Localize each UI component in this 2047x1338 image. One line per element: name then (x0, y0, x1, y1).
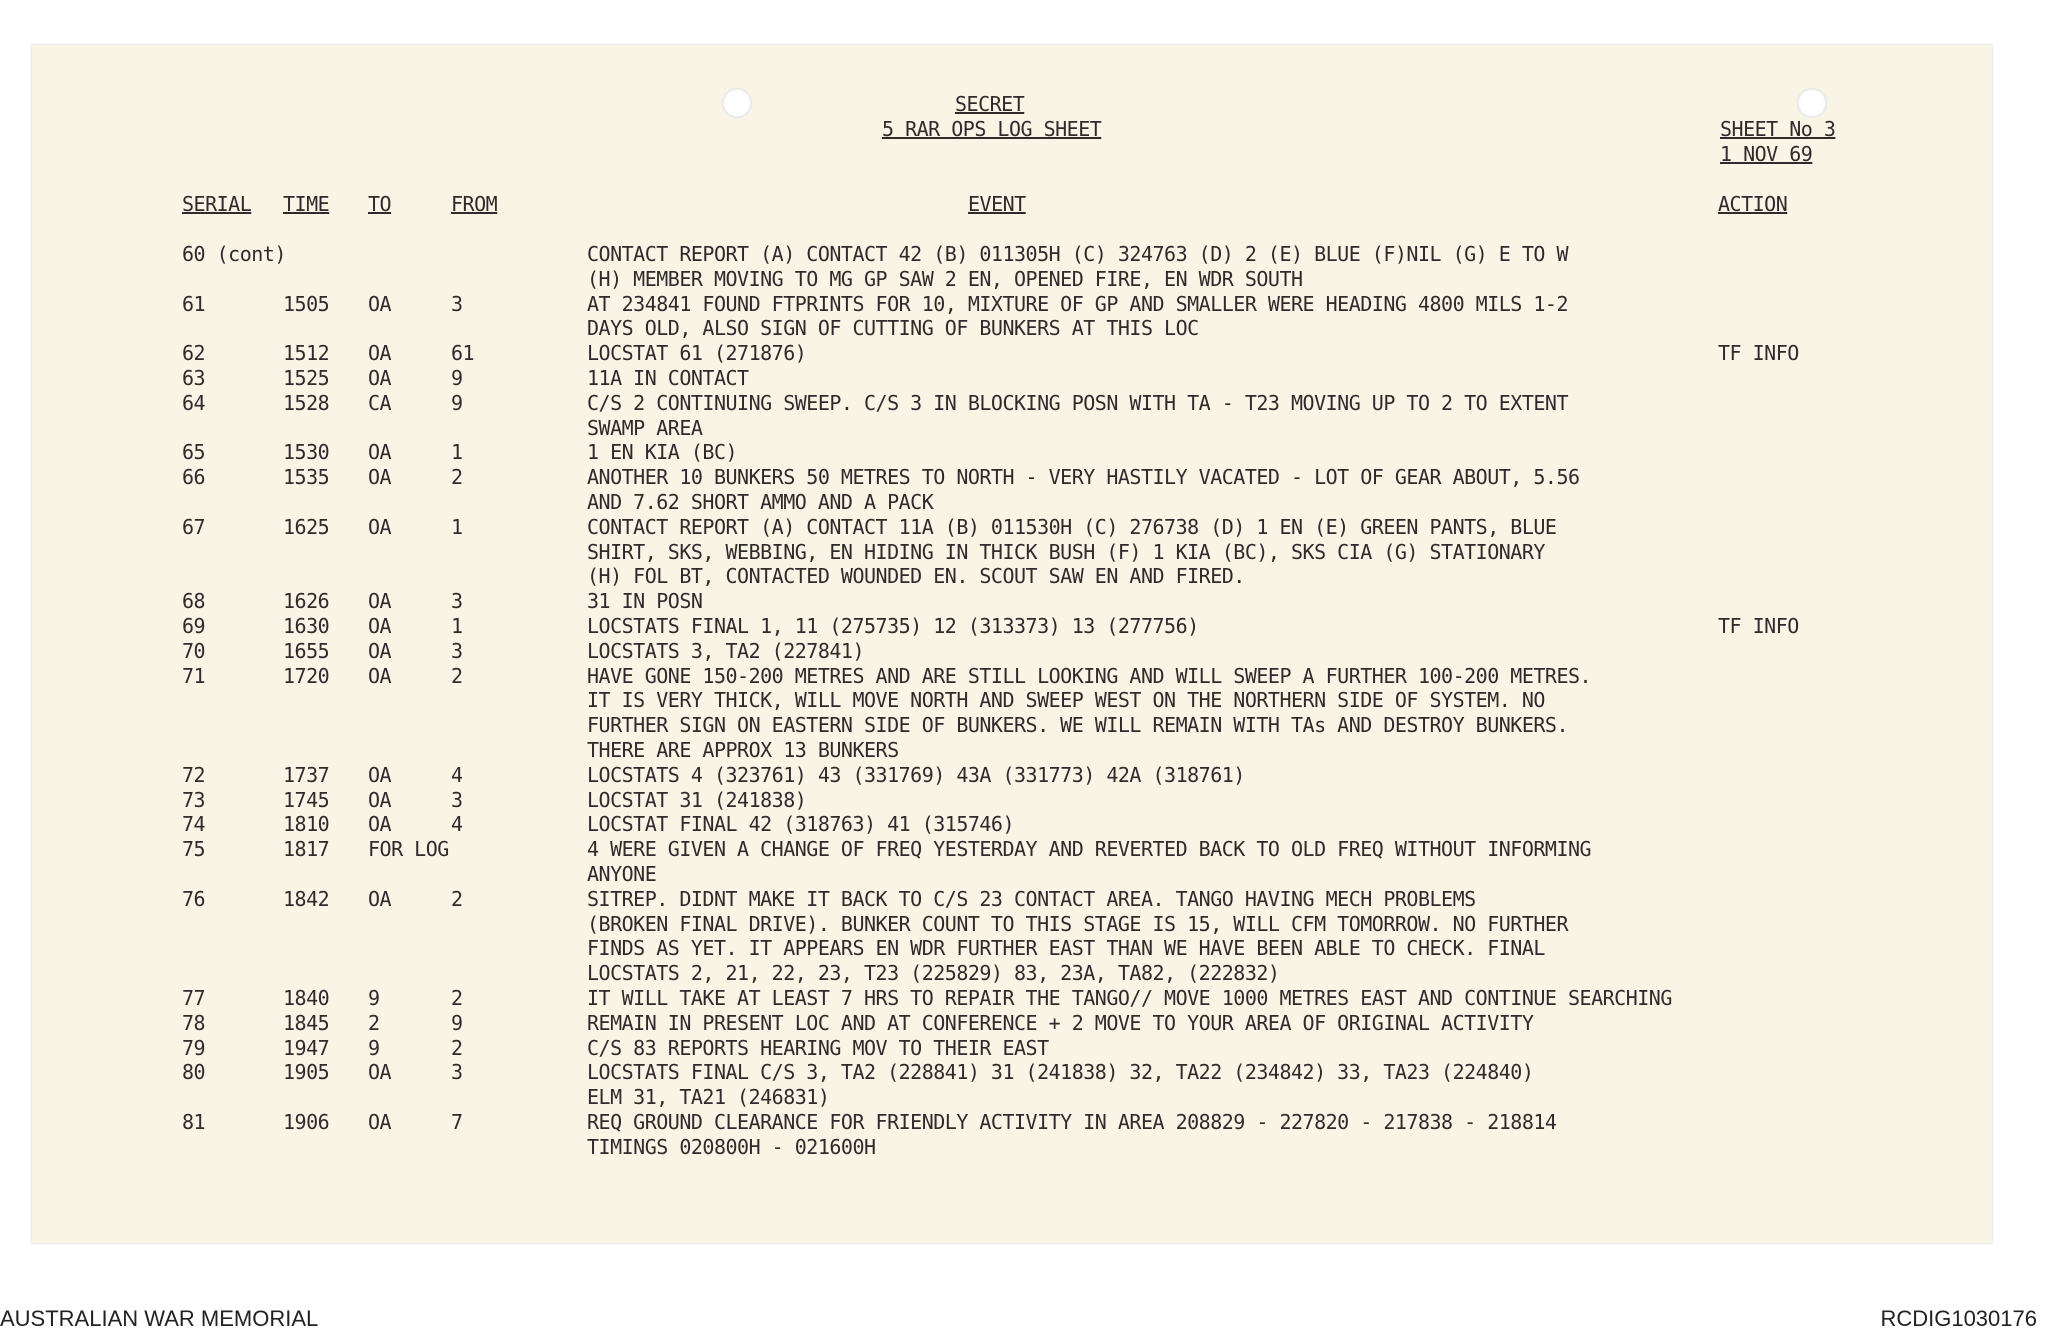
entry-event-line: IT WILL TAKE AT LEAST 7 HRS TO REPAIR THE TANGO// MOVE 1000 METRES EAST AND CONTINUE SEARCHING (587, 986, 1672, 1010)
entry-to: OA (368, 812, 392, 837)
entry-to: OA (368, 762, 392, 787)
entry-serial: 65 (182, 440, 206, 465)
column-header-time: TIME (283, 192, 330, 216)
entry-serial: 71 (182, 663, 206, 688)
entry-time: 1525 (283, 366, 330, 390)
entry-time: 1817 (283, 837, 330, 862)
entry-to: OA (368, 341, 392, 366)
entry-from: 9 (451, 366, 463, 390)
entry-time: 1528 (283, 390, 330, 415)
entry-event-line: SHIRT, SKS, WEBBING, EN HIDING IN THICK BUSH (F) 1 KIA (BC), SKS CIA (G) STATIONARY (587, 539, 1545, 564)
entry-serial: 73 (182, 787, 206, 812)
entry-to: OA (368, 366, 392, 390)
entry-event-line: 1 EN KIA (BC) (587, 440, 738, 465)
entry-event-line: REMAIN IN PRESENT LOC AND AT CONFERENCE + 2 MOVE TO YOUR AREA OF ORIGINAL ACTIVITY (587, 1010, 1534, 1035)
entry-serial: 63 (182, 366, 206, 390)
entry-event-line: REQ GROUND CLEARANCE FOR FRIENDLY ACTIVITY IN AREA 208829 - 227820 - 217838 - 218814 (587, 1110, 1557, 1134)
entry-event-line: LOCSTAT FINAL 42 (318763) 41 (315746) (587, 812, 1015, 837)
entry-time: 1845 (283, 1010, 330, 1035)
sheet-date: 1 NOV 69 (1720, 142, 1813, 166)
entry-to: OA (368, 589, 392, 614)
entry-serial: 66 (182, 465, 206, 490)
entry-to: OA (368, 465, 392, 490)
entry-event-line: AND 7.62 SHORT AMMO AND A PACK (587, 490, 934, 514)
entry-time: 1905 (283, 1060, 330, 1085)
entry-to: FOR LOG (368, 837, 449, 862)
entry-to: OA (368, 663, 392, 688)
entry-event-line: C/S 2 CONTINUING SWEEP. C/S 3 IN BLOCKING POSN WITH TA - T23 MOVING UP TO 2 TO EXTENT (587, 390, 1568, 415)
entry-action: TF INFO (1718, 341, 1799, 366)
entry-event-line: LOCSTAT 61 (271876) (587, 341, 807, 366)
entry-from: 3 (451, 291, 463, 316)
entry-time: 1626 (283, 589, 330, 614)
entry-to: OA (368, 514, 392, 539)
entry-to: 9 (368, 986, 380, 1010)
entry-event-line: FURTHER SIGN ON EASTERN SIDE OF BUNKERS. WE WILL REMAIN WITH TAs AND DESTROY BUNKERS. (587, 713, 1568, 738)
entry-from: 3 (451, 638, 463, 663)
punch-hole (1797, 88, 1827, 118)
sheet-number: SHEET No 3 (1720, 117, 1836, 141)
entry-event-line: ANYONE (587, 862, 657, 886)
entry-to: CA (368, 390, 392, 415)
entry-time: 1720 (283, 663, 330, 688)
entry-event-line: (BROKEN FINAL DRIVE). BUNKER COUNT TO THIS STAGE IS 15, WILL CFM TOMORROW. NO FURTHER (587, 911, 1568, 936)
entry-serial: 70 (182, 638, 206, 663)
entry-event-line: 31 IN POSN (587, 589, 703, 614)
entry-event-line: LOCSTATS FINAL C/S 3, TA2 (228841) 31 (241838) 32, TA22 (234842) 33, TA23 (224840) (587, 1060, 1534, 1085)
entry-from: 3 (451, 589, 463, 614)
footer-record-id: RCDIG1030176 (1880, 1306, 2037, 1331)
entry-time: 1737 (283, 762, 330, 787)
entry-from: 1 (451, 514, 463, 539)
entry-from: 3 (451, 1060, 463, 1085)
entry-serial: 81 (182, 1110, 206, 1134)
entry-time: 1625 (283, 514, 330, 539)
entry-event-line: THERE ARE APPROX 13 BUNKERS (587, 738, 899, 762)
entry-time: 1810 (283, 812, 330, 837)
entry-event-line: IT IS VERY THICK, WILL MOVE NORTH AND SWEEP WEST ON THE NORTHERN SIDE OF SYSTEM. NO (587, 688, 1545, 713)
entry-event-line: 4 WERE GIVEN A CHANGE OF FREQ YESTERDAY AND REVERTED BACK TO OLD FREQ WITHOUT INFORMING (587, 837, 1592, 862)
entry-from: 2 (451, 465, 463, 490)
entry-serial: 64 (182, 390, 206, 415)
column-header-event: EVENT (968, 192, 1026, 216)
entry-serial: 79 (182, 1035, 206, 1060)
entry-serial: 60 (cont) (182, 242, 286, 266)
entry-serial: 78 (182, 1010, 206, 1035)
entry-event-line: LOCSTATS 4 (323761) 43 (331769) 43A (331773) 42A (318761) (587, 762, 1245, 787)
entry-from: 2 (451, 886, 463, 911)
entry-time: 1906 (283, 1110, 330, 1134)
entry-serial: 74 (182, 812, 206, 837)
entry-serial: 67 (182, 514, 206, 539)
entry-serial: 77 (182, 986, 206, 1010)
classification-marking: SECRET (955, 92, 1025, 116)
entry-event-line: ANOTHER 10 BUNKERS 50 METRES TO NORTH - VERY HASTILY VACATED - LOT OF GEAR ABOUT, 5.56 (587, 465, 1580, 490)
entry-from: 4 (451, 762, 463, 787)
document-title: 5 RAR OPS LOG SHEET (882, 117, 1102, 141)
entry-serial: 76 (182, 886, 206, 911)
entry-time: 1505 (283, 291, 330, 316)
entry-event-line: C/S 83 REPORTS HEARING MOV TO THEIR EAST (587, 1035, 1049, 1060)
entry-time: 1842 (283, 886, 330, 911)
column-header-action: ACTION (1718, 192, 1788, 216)
footer-institution: AUSTRALIAN WAR MEMORIAL (0, 1306, 319, 1331)
entry-to: OA (368, 614, 392, 638)
entry-event-line: LOCSTATS 3, TA2 (227841) (587, 638, 864, 663)
entry-event-line: AT 234841 FOUND FTPRINTS FOR 10, MIXTURE OF GP AND SMALLER WERE HEADING 4800 MILS 1-2 (587, 291, 1568, 316)
entry-from: 2 (451, 986, 463, 1010)
entry-time: 1745 (283, 787, 330, 812)
column-header-from: FROM (451, 192, 498, 216)
entry-from: 1 (451, 614, 463, 638)
entry-event-line: SITREP. DIDNT MAKE IT BACK TO C/S 23 CONTACT AREA. TANGO HAVING MECH PROBLEMS (587, 886, 1476, 911)
entry-from: 7 (451, 1110, 463, 1134)
entry-event-line: (H) MEMBER MOVING TO MG GP SAW 2 EN, OPENED FIRE, EN WDR SOUTH (587, 266, 1303, 291)
entry-event-line: LOCSTATS FINAL 1, 11 (275735) 12 (313373) 13 (277756) (587, 614, 1199, 638)
entry-from: 61 (451, 341, 475, 366)
entry-to: 9 (368, 1035, 380, 1060)
entry-to: OA (368, 787, 392, 812)
entry-time: 1840 (283, 986, 330, 1010)
entry-time: 1947 (283, 1035, 330, 1060)
entry-event-line: LOCSTATS 2, 21, 22, 23, T23 (225829) 83, 23A, TA82, (222832) (587, 961, 1280, 986)
entry-to: OA (368, 886, 392, 911)
entry-event-line: HAVE GONE 150-200 METRES AND ARE STILL LOOKING AND WILL SWEEP A FURTHER 100-200 METRES. (587, 663, 1592, 688)
entry-action: TF INFO (1718, 614, 1799, 638)
entry-to: OA (368, 1110, 392, 1134)
entry-event-line: CONTACT REPORT (A) CONTACT 42 (B) 011305H (C) 324763 (D) 2 (E) BLUE (F)NIL (G) E TO W (587, 242, 1568, 266)
entry-event-line: (H) FOL BT, CONTACTED WOUNDED EN. SCOUT SAW EN AND FIRED. (587, 564, 1245, 589)
entry-from: 1 (451, 440, 463, 465)
entry-event-line: FINDS AS YET. IT APPEARS EN WDR FURTHER EAST THAN WE HAVE BEEN ABLE TO CHECK. FINAL (587, 936, 1545, 961)
entry-serial: 62 (182, 341, 206, 366)
entry-time: 1512 (283, 341, 330, 366)
entry-event-line: TIMINGS 020800H - 021600H (587, 1134, 876, 1159)
entry-serial: 68 (182, 589, 206, 614)
entry-serial: 72 (182, 762, 206, 787)
entry-from: 2 (451, 1035, 463, 1060)
entry-time: 1530 (283, 440, 330, 465)
entry-from: 9 (451, 390, 463, 415)
entry-from: 2 (451, 663, 463, 688)
entry-event-line: CONTACT REPORT (A) CONTACT 11A (B) 011530H (C) 276738 (D) 1 EN (E) GREEN PANTS, BLUE (587, 514, 1557, 539)
entry-event-line: ELM 31, TA21 (246831) (587, 1085, 830, 1110)
entry-serial: 69 (182, 614, 206, 638)
punch-hole (722, 88, 752, 118)
entry-time: 1630 (283, 614, 330, 638)
entry-to: OA (368, 291, 392, 316)
entry-time: 1655 (283, 638, 330, 663)
entry-to: OA (368, 440, 392, 465)
entry-from: 9 (451, 1010, 463, 1035)
entry-event-line: LOCSTAT 31 (241838) (587, 787, 807, 812)
entry-serial: 75 (182, 837, 206, 862)
entry-event-line: SWAMP AREA (587, 415, 703, 440)
column-header-serial: SERIAL (182, 192, 252, 216)
entry-from: 3 (451, 787, 463, 812)
entry-from: 4 (451, 812, 463, 837)
entry-to: OA (368, 1060, 392, 1085)
entry-serial: 80 (182, 1060, 206, 1085)
column-header-to: TO (368, 192, 392, 216)
entry-to: OA (368, 638, 392, 663)
entry-time: 1535 (283, 465, 330, 490)
entry-event-line: DAYS OLD, ALSO SIGN OF CUTTING OF BUNKERS AT THIS LOC (587, 316, 1199, 341)
entry-serial: 61 (182, 291, 206, 316)
entry-event-line: 11A IN CONTACT (587, 366, 749, 390)
entry-to: 2 (368, 1010, 380, 1035)
